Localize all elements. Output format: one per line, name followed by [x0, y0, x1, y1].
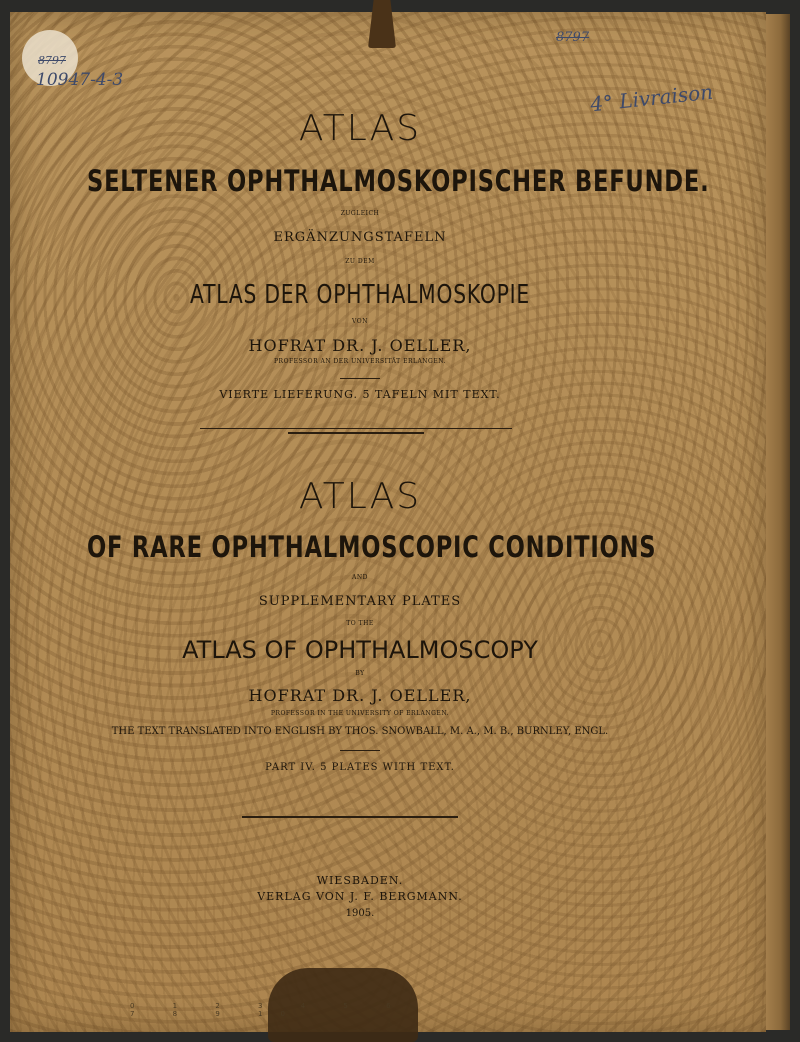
english-affiliation: PROFESSOR IN THE UNIVERSITY OF ERLANGEN. — [270, 710, 450, 717]
ribbon-tie-top — [368, 0, 396, 48]
english-line-and: AND — [352, 574, 368, 581]
german-line-erganzung: ERGÄNZUNGSTAFELN — [273, 230, 447, 245]
german-short-rule — [340, 378, 380, 379]
imprint-city: WIESBADEN. — [316, 874, 404, 887]
german-atlas-title: ATLAS DER OPHTHALMOSKOPIE — [190, 280, 530, 310]
cover-edge — [766, 14, 790, 1030]
german-subtitle: SELTENER OPHTHALMOSKOPISCHER BEFUNDE. — [87, 164, 710, 198]
imprint-year: 1905. — [345, 908, 375, 919]
german-title: ATLAS — [298, 108, 422, 149]
divider-rule-3 — [242, 816, 458, 818]
english-part: PART IV. 5 PLATES WITH TEXT. — [265, 762, 455, 773]
divider-rule-2 — [288, 432, 424, 434]
english-short-rule — [340, 750, 380, 751]
german-author: HOFRAT DR. J. OELLER, — [248, 336, 472, 355]
english-line-to-the: TO THE — [346, 620, 374, 627]
german-part: VIERTE LIEFERUNG. 5 TAFELN MIT TEXT. — [219, 388, 501, 401]
english-title: ATLAS — [298, 476, 422, 517]
imprint-publisher: VERLAG VON J. F. BERGMANN. — [257, 890, 463, 903]
english-line-supplementary: SUPPLEMENTARY PLATES — [258, 594, 462, 609]
scan-scale-bar: 0 1 2 3 4 5 6 7 8 9 10 — [130, 1002, 409, 1018]
corner-struck-number: 8797 — [556, 30, 590, 45]
english-translation: THE TEXT TRANSLATED INTO ENGLISH BY THOS. SNOWBALL, M. A., M. B., BURNLEY, ENGL. — [111, 726, 609, 737]
english-author: HOFRAT DR. J. OELLER, — [248, 686, 472, 705]
english-subtitle: OF RARE OPHTHALMOSCOPIC CONDITIONS — [87, 530, 657, 564]
german-line-zugleich: ZUGLEICH — [340, 210, 380, 217]
german-line-zu-dem: ZU DEM — [345, 258, 375, 265]
german-line-von: VON — [352, 318, 368, 325]
shelfmark-number: 10947-4-3 — [36, 70, 124, 90]
handwritten-note: 4° Livraison — [589, 79, 715, 117]
english-line-by: BY — [355, 670, 365, 677]
shelfmark-struck: 8797 — [38, 54, 66, 67]
english-atlas-title: ATLAS OF OPHTHALMOSCOPY — [182, 636, 538, 664]
german-affiliation: PROFESSOR AN DER UNIVERSITÄT ERLANGEN. — [274, 358, 446, 365]
divider-rule-1 — [200, 428, 512, 429]
